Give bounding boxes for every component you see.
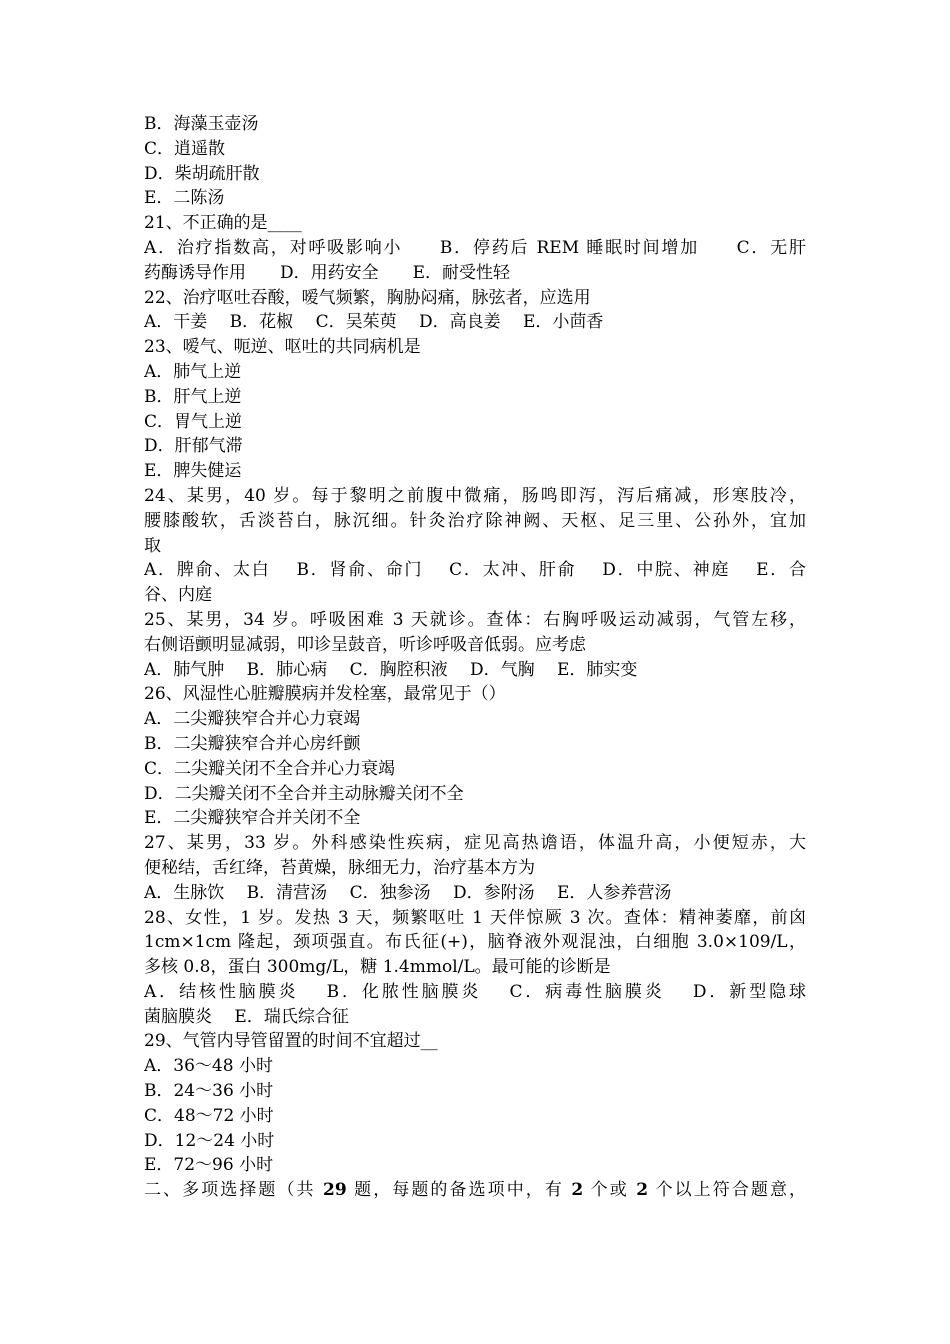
text-line: 23、嗳气、呃逆、呕吐的共同病机是	[144, 337, 421, 358]
text-line: C．胃气上逆	[144, 411, 243, 432]
text-line: 25、某男，34 岁。呼吸困难 3 天就诊。查体：右胸呼吸运动减弱，气管左移，	[144, 609, 806, 630]
text-line: E．72～96 小时	[144, 1155, 274, 1176]
text-line: B．肝气上逆	[144, 386, 242, 407]
text-line: D．柴胡疏肝散	[144, 163, 260, 184]
text-line: B．二尖瓣狭窄合并心房纤颤	[144, 733, 361, 754]
text-line: C．逍遥散	[144, 138, 226, 159]
text-line: 右侧语颤明显减弱，叩诊呈鼓音，听诊呼吸音低弱。应考虑	[144, 634, 586, 655]
text-line: B．24～36 小时	[144, 1081, 274, 1102]
text-line: 1cm×1cm 隆起，颈项强直。布氏征(+)，脑脊液外观混浊，白细胞 3.0×109/L，	[144, 932, 806, 953]
text-line: A．干姜 B．花椒 C．吴茱萸 D．高良姜 E．小茴香	[144, 312, 604, 333]
text-line: E．脾失健运	[144, 461, 242, 482]
text-line: E．二陈汤	[144, 188, 225, 209]
text-line: A．结核性脑膜炎 B．化脓性脑膜炎 C．病毒性脑膜炎 D．新型隐球	[144, 981, 806, 1002]
text-line: D．二尖瓣关闭不全合并主动脉瓣关闭不全	[144, 783, 464, 804]
text-line: E．二尖瓣狭窄合并关闭不全	[144, 808, 361, 829]
document-body	[144, 112, 806, 1178]
text-line: A．生脉饮 B．清营汤 C．独参汤 D．参附汤 E．人参养营汤	[144, 882, 672, 903]
text-line: D．12～24 小时	[144, 1130, 275, 1151]
text-line: A．二尖瓣狭窄合并心力衰竭	[144, 709, 361, 730]
text-line: 取	[144, 535, 161, 556]
text-line: 21、不正确的是____	[144, 213, 302, 234]
text-line: 菌脑膜炎 E．瑞氏综合征	[144, 1006, 349, 1027]
text-line: A．肺气上逆	[144, 361, 242, 382]
text-line: 29、气管内导管留置的时间不宜超过__	[144, 1031, 438, 1052]
text-line: A．治疗指数高，对呼吸影响小 B．停药后 REM 睡眠时间增加 C．无肝	[144, 237, 806, 258]
text-line: 27、某男，33 岁。外科感染性疾病，症见高热谵语，体温升高，小便短赤，大	[144, 833, 806, 854]
heading-text: 题，每题的备选项中，有	[346, 1180, 572, 1201]
text-line: C．二尖瓣关闭不全合并心力衰竭	[144, 758, 396, 779]
heading-number: 29	[323, 1180, 347, 1201]
text-line: 药酶诱导作用 D．用药安全 E．耐受性轻	[144, 262, 511, 283]
text-line: 腰膝酸软，舌淡苔白，脉沉细。针灸治疗除神阙、天枢、足三里、公孙外，宜加	[144, 510, 806, 531]
section-heading	[144, 1178, 806, 1203]
text-line: 22、治疗呕吐吞酸，嗳气频繁，胸胁闷痛，脉弦者，应选用	[144, 287, 591, 308]
heading-text: 个以上符合题意，	[648, 1180, 806, 1201]
text-line: A．36～48 小时	[144, 1056, 273, 1077]
text-line: D．肝郁气滞	[144, 436, 243, 457]
heading-text: 二、多项选择题（共	[144, 1180, 324, 1201]
text-line: 26、风湿性心脏瓣膜病并发栓塞，最常见于（）	[144, 684, 506, 705]
text-line: A．肺气肿 B．肺心病 C．胸腔积液 D．气胸 E．肺实变	[144, 659, 638, 680]
text-line: 28、女性，1 岁。发热 3 天，频繁呕吐 1 天伴惊厥 3 次。查体：精神萎靡，前囟	[144, 907, 806, 928]
heading-number: 2	[636, 1180, 649, 1201]
text-line: B．海藻玉壶汤	[144, 114, 259, 134]
text-line: A．脾俞、太白 B．肾俞、命门 C．太冲、肝俞 D．中脘、神庭 E．合	[144, 560, 806, 581]
text-line: 多核 0.8，蛋白 300mg/L，糖 1.4mmol/L。最可能的诊断是	[144, 957, 611, 978]
document-page	[144, 112, 806, 1203]
text-line: 谷、内庭	[144, 585, 212, 606]
heading-text: 个或	[583, 1180, 637, 1201]
text-line: 便秘结，舌红绛，苔黄燥，脉细无力，治疗基本方为	[144, 857, 535, 878]
text-line: C．48～72 小时	[144, 1105, 274, 1126]
heading-number: 2	[571, 1180, 584, 1201]
text-line: 24、某男，40 岁。每于黎明之前腹中微痛，肠鸣即泻，泻后痛减，形寒肢冷，	[144, 485, 806, 506]
